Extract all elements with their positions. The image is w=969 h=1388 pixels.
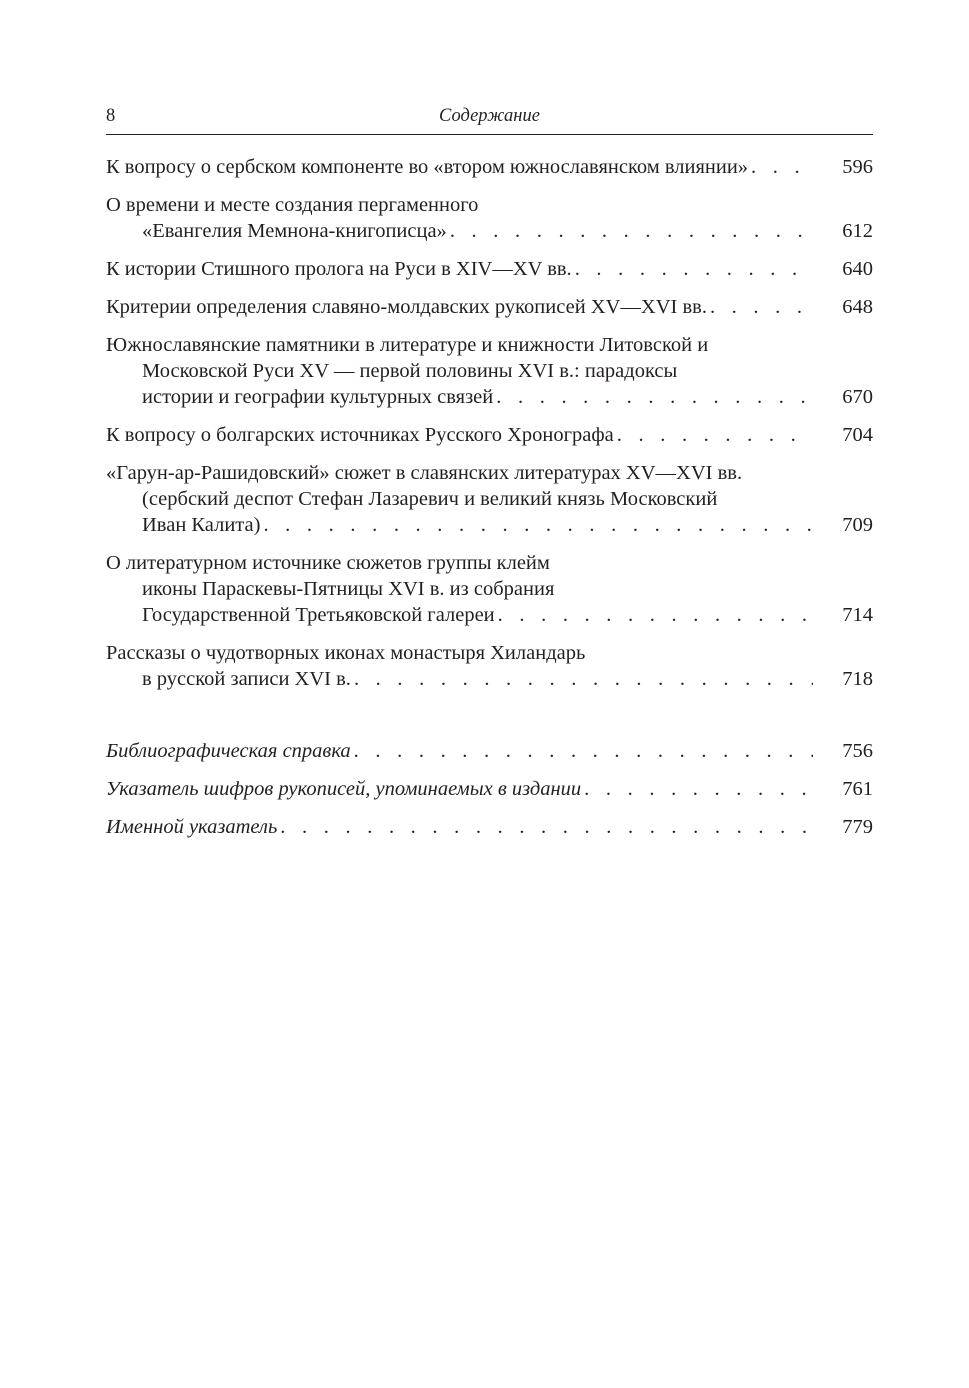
toc-entry-title: Южнославянские памятники в литературе и книжности Литовской и <box>106 334 709 356</box>
toc-page-number: 714 <box>842 604 873 626</box>
toc-entry-title-cont: в русской записи XVI в. <box>142 668 351 690</box>
dot-leader <box>354 666 813 692</box>
toc-entry-title: Библиографическая справка <box>106 740 351 762</box>
toc-page-number: 648 <box>842 296 873 318</box>
toc-entry-title: Рассказы о чудотворных иконах монастыря Хиландарь <box>106 642 586 664</box>
toc-page-number: 612 <box>842 220 873 242</box>
dot-leader <box>263 512 813 538</box>
toc-entry[interactable] <box>106 192 873 244</box>
dot-leader <box>280 814 813 840</box>
dot-leader <box>496 384 813 410</box>
toc-entry-title: «Гарун-ар-Рашидовский» сюжет в славянских литературах XV—XVI вв. <box>106 462 743 484</box>
page <box>106 102 873 852</box>
toc-page-number: 761 <box>842 778 873 800</box>
toc-entry[interactable] <box>106 332 873 410</box>
toc-entry-title-cont: «Евангелия Мемнона-книгописца» <box>142 220 447 242</box>
toc-back-matter-entry[interactable] <box>106 776 873 802</box>
toc-page-number: 718 <box>842 668 873 690</box>
toc-page-number: 640 <box>842 258 873 280</box>
section-spacer <box>106 704 873 738</box>
dot-leader <box>575 256 813 282</box>
dot-leader <box>450 218 813 244</box>
dot-leader <box>354 738 813 764</box>
page-number: 8 <box>106 106 116 126</box>
toc-entry-title: Критерии определения славяно-молдавских рукописей XV—XVI вв. <box>106 296 707 318</box>
toc-entry-title: О литературном источнике сюжетов группы клейм <box>106 552 550 574</box>
toc-entry-title-cont: Иван Калита) <box>142 514 261 536</box>
toc-page-number: 756 <box>842 740 873 762</box>
dot-leader <box>617 422 813 448</box>
running-title: Содержание <box>439 106 540 126</box>
toc-entry-title-cont: Государственной Третьяковской галереи <box>142 604 495 626</box>
toc-entry-title-cont: иконы Параскевы-Пятницы XVI в. из собрания <box>142 578 555 600</box>
toc-entry-title: О времени и месте создания пергаменного <box>106 194 479 216</box>
toc-page-number: 596 <box>842 156 873 178</box>
running-header <box>106 102 873 135</box>
toc-entry-title: К вопросу о болгарских источниках Русского Хронографа <box>106 424 614 446</box>
table-of-contents <box>106 154 873 840</box>
toc-page-number: 709 <box>842 514 873 536</box>
toc-entry[interactable] <box>106 294 873 320</box>
toc-entry[interactable] <box>106 154 873 180</box>
toc-entry-title-cont: (сербский деспот Стефан Лазаревич и великий князь Московский <box>142 488 718 510</box>
toc-entry-title: Именной указатель <box>106 816 278 838</box>
toc-entry[interactable] <box>106 460 873 538</box>
toc-page-number: 779 <box>842 816 873 838</box>
toc-entry[interactable] <box>106 640 873 692</box>
toc-back-matter-entry[interactable] <box>106 738 873 764</box>
dot-leader <box>751 154 813 180</box>
dot-leader <box>584 776 813 802</box>
toc-entry[interactable] <box>106 422 873 448</box>
toc-back-matter-entry[interactable] <box>106 814 873 840</box>
toc-entry-title: Указатель шифров рукописей, упоминаемых в издании <box>106 778 582 800</box>
toc-entry-title-cont: Московской Руси XV — первой половины XVI в.: парадоксы <box>142 360 678 382</box>
toc-page-number: 704 <box>842 424 873 446</box>
toc-entry[interactable] <box>106 550 873 628</box>
dot-leader <box>710 294 813 320</box>
toc-page-number: 670 <box>842 386 873 408</box>
toc-entry[interactable] <box>106 256 873 282</box>
toc-entry-title-cont: истории и географии культурных связей <box>142 386 494 408</box>
toc-entry-title: К вопросу о сербском компоненте во «втором южнославянском влиянии» <box>106 156 749 178</box>
dot-leader <box>498 602 813 628</box>
toc-entry-title: К истории Стишного пролога на Руси в XIV—XV вв. <box>106 258 572 280</box>
